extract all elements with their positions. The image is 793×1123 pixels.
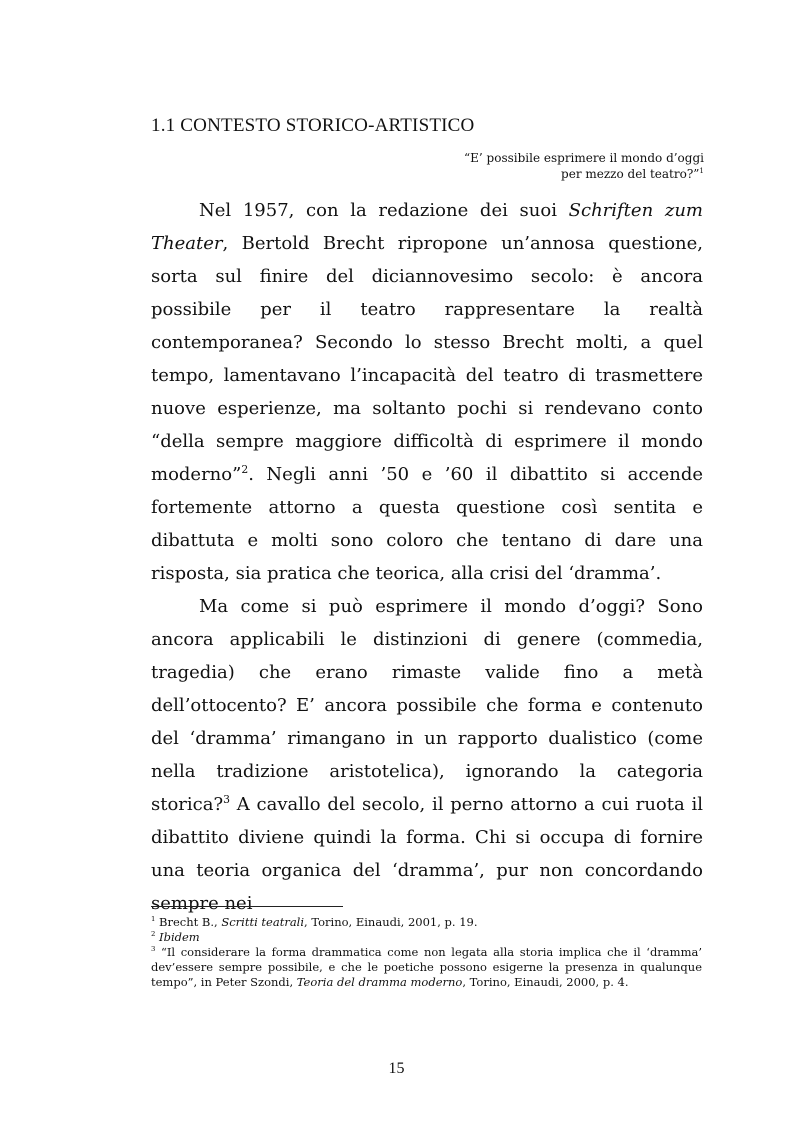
footnote-ref-3: 3 bbox=[223, 793, 231, 806]
footnote-3-number: 3 bbox=[151, 945, 156, 954]
footnote-1-text-b: , Torino, Einaudi, 2001, p. 19. bbox=[304, 915, 478, 929]
section-heading: 1.1 CONTESTO STORICO-ARTISTICO bbox=[151, 115, 475, 136]
paragraph-1-italic-title: Schriften zum Theater bbox=[151, 200, 703, 254]
epigraph-quote bbox=[304, 150, 704, 182]
footnote-3-text-b: , Torino, Einaudi, 2000, p. 4. bbox=[462, 975, 629, 989]
paragraph-1 bbox=[151, 194, 703, 590]
footnote-3-italic: Teoria del dramma moderno bbox=[296, 975, 463, 989]
epigraph-line-2: per mezzo del teatro?” bbox=[561, 167, 700, 181]
paragraph-1-text-a: Nel 1957, con la redazione dei suoi bbox=[199, 200, 569, 221]
footnote-1-text-a: Brecht B., bbox=[155, 915, 222, 929]
footnote-3 bbox=[151, 945, 702, 990]
footnote-1 bbox=[151, 915, 702, 930]
footnote-2 bbox=[151, 930, 702, 945]
page-number: 15 bbox=[388, 1060, 405, 1077]
footnote-ref-1: 1 bbox=[699, 166, 704, 175]
epigraph-line-1: “E’ possibile esprimere il mondo d’oggi bbox=[464, 151, 704, 165]
footnote-3-text-a: “Il considerare la forma drammatica come non legata alla storia implica che il ‘dramma’ dev’essere sempre possibile, e che le poetiche possono esigerne la presenza in qualunque tempo”, in Peter Szondi, bbox=[151, 945, 702, 989]
footnote-ref-2: 2 bbox=[241, 463, 249, 476]
footnote-1-number: 1 bbox=[151, 915, 156, 924]
paragraph-2-text-a: Ma come si può esprimere il mondo d’oggi? Sono ancora applicabili le distinzioni di genere (commedia, tragedia) che erano rimaste valide fino a metà dell’ottocento? E’ ancora possibile che forma e contenuto del ‘dramma’ rimangano in un rapporto dualistico (come nella tradizione aristotelica), ignorando la categoria storica? bbox=[151, 596, 703, 815]
paragraph-1-text-b: , Bertold Brecht ripropone un’annosa questione, sorta sul finire del diciannovesimo secolo: è ancora possibile per il teatro rappresentare la realtà contemporanea? Secondo lo stesso Brecht molti, a quel tempo, lamentavano l’incapacità del teatro di trasmettere nuove esperienze, ma soltanto pochi si rendevano conto “della sempre maggiore difficoltà di esprimere il mondo moderno” bbox=[151, 233, 703, 485]
paragraph-2-text-b: A cavallo del secolo, il perno attorno a cui ruota il dibattito diviene quindi la forma. Chi si occupa di fornire una teoria organica del ‘dramma’, pur non concordando sempre nei bbox=[151, 794, 703, 914]
footnote-separator bbox=[151, 906, 343, 907]
footnote-2-number: 2 bbox=[151, 930, 156, 939]
footnote-2-italic: Ibidem bbox=[159, 930, 200, 944]
footnotes bbox=[151, 915, 702, 990]
paragraph-2 bbox=[151, 590, 703, 920]
body-text bbox=[151, 194, 703, 920]
footnote-1-italic: Scritti teatrali bbox=[221, 915, 305, 929]
paragraph-1-text-c: . Negli anni ’50 e ’60 il dibattito si accende fortemente attorno a questa questione così sentita e dibattuta e molti sono coloro che tentano di dare una risposta, sia pratica che teorica, alla crisi del ‘dramma’. bbox=[151, 464, 703, 584]
